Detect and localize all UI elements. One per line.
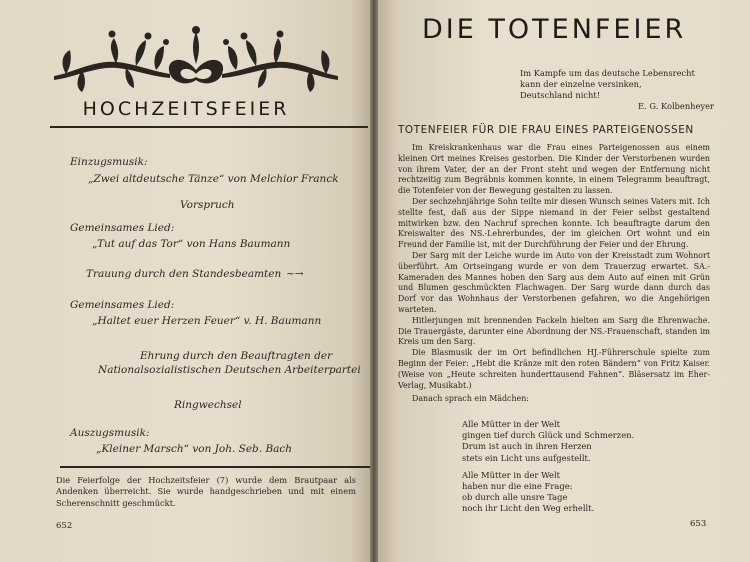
program-text: Nationalsozialistischen Deutschen Arbeiterpartei [98,364,361,376]
poem-line: stets ein Licht uns aufgestellt. [462,452,591,463]
title-rule [50,126,368,128]
body-text [398,143,710,405]
figure-caption: Die Feierfolge der Hochzeitsfeier (7) wurde dem Brautpaar als Andenken überreicht. Sie wurde handgeschrieben und mit einem Scherenschnitt geschmückt. [56,475,356,508]
motto [520,68,720,112]
left-page-title: HOCHZEITSFEIER [82,98,290,120]
paragraph: Im Kreiskrankenhaus war die Frau eines Parteigenossen aus einem kleinen Ort meines Kreises gestorben. Die Kinder der Verstorbenen wurden von ihrem Vater, der an der Front steht und wegen der Entfernung nicht rechtzeitig zum Begräbnis kommen konnte, in einem Telegramm beauftragt, die Totenfeier von der Bewegung gestalten zu lassen. [398,143,710,196]
poem-line: noch ihr Licht den Weg erhellt. [462,503,595,514]
poem-line: ob durch alle unsre Tage [462,492,568,503]
section-subtitle: TOTENFEIER FÜR DIE FRAU EINES PARTEIGENOSSEN [398,124,694,136]
paragraph: Danach sprach ein Mädchen: [412,394,529,404]
program-heading: Gemeinsames Lied: [70,222,175,234]
program-heading: Einzugsmusik: [70,156,148,168]
poem-line: haben nur die eine Frage: [462,481,573,492]
program-text: Ehrung durch den Beauftragten der [140,350,333,362]
program-text: Trauung durch den Standesbeamten [86,268,282,280]
poem-line: gingen tief durch Glück und Schmerzen. [462,430,635,441]
paragraph: Die Blasmusik der im Ort befindlichen HJ.-Führerschule spielte zum Beginn der Feier: „Hebt die Kränze mit den roten Bändern“ von Fritz Kaiser. (Weise von „Heute schreiten hunderttausend Fahnen“. Bläsersatz im Eher-Verlag, Musikabt.) [398,348,710,390]
right-page-title: DIE TOTENFEIER [422,14,687,45]
poem [462,419,634,515]
arrow-icon: ~→ [286,268,304,280]
paragraph: Der sechzehnjährige Sohn teilte mir diesen Wunsch seines Vaters mit. Ich stellte fest, daß aus der Sippe niemand in der Feier selbst gestaltend mitwirken bzw. den Nachruf sprechen konnte. Ich beauftragte darum den Kreiswalter des NS.-Lehrerbundes, der im gleichen Ort wohnt und ein Freund der Familie ist, mit der Durchführung der Feier und der Ehrung. [398,196,710,250]
program-text: „Zwei altdeutsche Tänze“ von Melchior Franck [88,173,339,185]
paragraph: Der Sarg mit der Leiche wurde im Auto von der Kreisstadt zum Wohnort überführt. Am Ortseingang wurde er von dem Trauerzug erwartet. SA.-Kameraden des Mannes hoben den Sarg aus dem Auto auf einen mit Grün und Blumen geschmückten Flachwagen. Der Sarg wurde dann durch das Dorf vor das Wohnhaus der Verstorbenen gefahren, wo die Angehörigen warteten. [398,250,710,314]
motto-line: Im Kampfe um das deutsche Lebensrecht [520,68,695,78]
motto-author: E. G. Kolbenheyer [638,101,714,111]
page-number-right: 653 [690,519,707,529]
program-text: „Tut auf das Tor“ von Hans Baumann [92,238,291,250]
motto-line: Deutschland nicht! [520,90,601,100]
program-text: „Haltet euer Herzen Feuer“ v. H. Baumann [92,315,322,327]
caption-rule [60,466,370,468]
program-text: Vorspruch [180,199,235,211]
motto-line: kann der einzelne versinken, [520,79,642,89]
poem-line: Alle Mütter in der Welt [462,469,560,480]
poem-line: Drum ist auch in ihren Herzen [462,441,592,452]
program-text: Ringwechsel [174,399,242,411]
program-heading: Gemeinsames Lied: [70,299,175,311]
poem-line: Alle Mütter in der Welt [462,419,560,429]
paragraph: Hitlerjungen mit brennenden Fackeln hielten am Sarg die Ehrenwache. Die Trauergäste, darunter eine Abordnung der NS.-Frauenschaft, standen im Kreis um den Sarg. [398,315,710,347]
papercut-ornament-icon [46,24,346,94]
program-text: „Kleiner Marsch“ von Joh. Seb. Bach [96,443,293,455]
page-number-left: 652 [56,521,73,531]
book-gutter [370,0,378,562]
program-heading: Auszugsmusik: [70,427,150,439]
